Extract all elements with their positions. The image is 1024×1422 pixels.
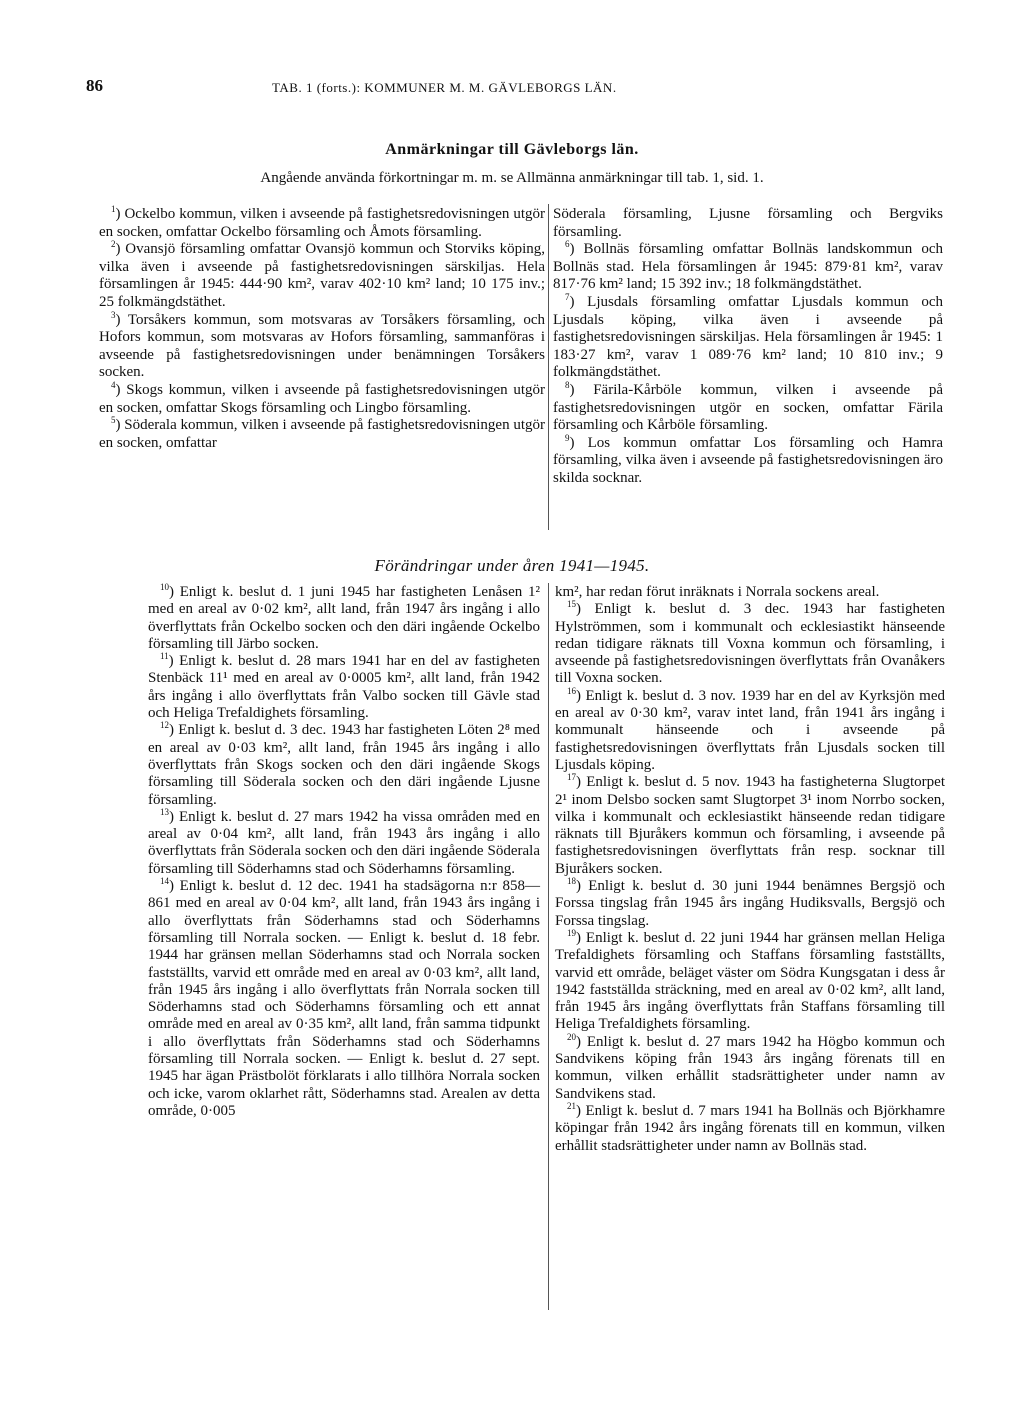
note-text: ) Ljusdals församling omfattar Ljusdals kommun och Ljusdals köping, vilka även i avseende på fastighetsredovisningen särskiljas. Hela församlingen år 1945: 1 183·27 km², varav 1 089·76 km² land; 10 810 inv.; 9 folkmängdstäthet. [553,293,943,381]
note-marker: 18 [567,876,576,887]
change-14-continued [555,584,945,601]
note-marker: 21 [567,1100,576,1111]
note-text: ) Färila-Kårböle kommun, vilken i avseende på fastighetsredovisningen utgör en socken, omfattar Färila församling och Kårböle församling. [553,381,943,434]
note-text: ) Enligt k. beslut d. 7 mars 1941 ha Bollnäs och Björkhamre köpingar från 1942 års ingång förenats till en kommun, vilken erhållit stadsrättigheter under namn av Bollnäs stad. [555,1102,945,1154]
note-text: Söderala församling, Ljusne församling och Bergviks församling. [553,206,943,240]
note-text: ) Enligt k. beslut d. 3 nov. 1939 har en del av Kyrksjön med en areal av 0·30 km², varav intet land, från 1941 års ingång i kommunalt hänseende och i avseende på fastighetsredovisningen överflyttats från Ljusdals socken till Ljusdals köping. [555,687,945,773]
note-marker: 19 [567,927,576,938]
column-divider-bottom [548,583,549,1310]
note-text: ) Bollnäs församling omfattar Bollnäs landskommun och Bollnäs stad. Hela församlingen år 1945: 879·81 km², varav 817·76 km² land; 15 392 inv.; 18 folkmängdstäthet. [553,241,943,293]
note-marker: 15 [567,599,576,610]
note-marker: 5 [111,415,116,426]
change-11 [148,653,540,722]
note-6 [553,241,943,294]
note-marker: 7 [565,291,570,302]
note-4 [99,379,545,417]
notes-left-column [99,206,545,452]
note-9 [553,432,943,488]
note-text: ) Enligt k. beslut d. 28 mars 1941 har en del av fastigheten Stenbäck 11¹ med en areal av 0·0005 km², allt land, från 1942 års ingång i allo överflyttats från Valbo socken till Gävle stad och Heliga Trefaldighets församling. [148,653,540,722]
change-13 [148,806,540,878]
running-head: TAB. 1 (forts.): KOMMUNER M. M. GÄVLEBORGS LÄN. [272,80,617,95]
note-text: ) Enligt k. beslut d. 1 juni 1945 har fastigheten Lenåsen 1² med en areal av 0·02 km², allt land, från 1947 års ingång i allo överflyttats från Ockelbo socken och den däri ingående Ockelbo församling till Järbo socken. [148,584,540,652]
note-text: ) Enligt k. beslut d. 27 mars 1942 ha Högbo kommun och Sandvikens köping från 1943 års ingång förenats till en kommun, vilken erhållit stadsrättigheter under namn av Sandvikens stad. [555,1033,945,1102]
notes-subtitle: Angående använda förkortningar m. m. se Allmänna anmärkningar till tab. 1, sid. 1. [260,170,764,186]
column-divider-top [548,204,549,530]
change-18 [555,878,945,930]
changes-heading: Förändringar under åren 1941—1945. [374,556,650,575]
note-text: ) Enligt k. beslut d. 3 dec. 1943 har fastigheten Löten 2⁸ med en areal av 0·03 km², allt land, från 1945 års ingång i allo överflyttats från Skogs socken och den däri ingående Skogs församling till Söderala socken och den däri ingående Ljusne församling. [148,722,540,808]
change-19 [555,927,945,1034]
note-7 [553,291,943,382]
change-17 [555,774,945,878]
note-text: ) Torsåkers kommun, som motsvaras av Torsåkers församling, och Hofors kommun, som motsvaras av Hofors församling, sammanföras i avseende på fastighetsredovisningen under benämningen Torsåkers socken. [99,311,545,381]
note-marker: 17 [567,772,576,783]
note-text: ) Enligt k. beslut d. 5 nov. 1943 ha fastigheterna Slugtorpet 2¹ inom Delsbo socken samt Slugtorpet 3¹ inom Norrbo socken, vilka i kommunalt och ecklesiastikt hänseende redan tidigare räknats till Bjuråkers kommun och församling, i avseende på fastighetsredovisningen överflyttats från resp. socknar till Bjuråkers socken. [555,774,945,877]
note-marker: 4 [111,379,116,390]
note-text: km², har redan förut inräknats i Norrala sockens areal. [555,584,880,600]
change-21 [555,1100,945,1155]
note-5 [99,417,545,452]
note-3 [99,309,545,382]
note-marker: 3 [111,309,116,320]
note-text: ) Enligt k. beslut d. 30 juni 1944 benämnes Bergsjö och Forssa tingslag från 1945 års ingång Hudiksvalls, Bergsjö och Forssa tingslag. [555,878,945,929]
note-marker: 1 [111,204,116,214]
change-15 [555,601,945,687]
change-14 [148,878,540,1120]
note-text: ) Ockelbo kommun, vilken i avseende på fastighetsredovisningen utgör en socken, omfattar Ockelbo församling och Åmots församling. [99,206,545,240]
note-text: ) Söderala kommun, vilken i avseende på fastighetsredovisningen utgör en socken, omfattar [99,417,545,451]
note-marker: 16 [567,685,576,696]
notes-title: Anmärkningar till Gävleborgs län. [385,141,639,158]
page-number: 86 [86,76,103,95]
note-marker: 8 [565,379,570,390]
note-marker: 2 [111,239,116,250]
note-text: ) Ovansjö församling omfattar Ovansjö kommun och Storviks köping, vilka även i avseende på fastighetsredovisningen särskiljas. Hela församlingen år 1945: 444·90 km², varav 402·10 km² land; 10 175 inv.; 25 folkmängdstäthet. [99,241,545,310]
note-5-continued [553,206,943,241]
note-text: ) Enligt k. beslut d. 22 juni 1944 har gränsen mellan Heliga Trefaldighets församling och Staffans församling fastställts, varvid ett område, beläget väster om Södra Kungsgatan i dess år 1942 fastställda sträckning, med en areal av 0·02 km², allt land, från 1945 års ingång överflyttats från Staffans församling till Heliga Trefaldighets församling. [555,929,945,1033]
note-2 [99,241,545,311]
changes-right-column [555,584,945,1155]
change-16 [555,685,945,774]
note-text: ) Enligt k. beslut d. 12 dec. 1941 ha stadsägorna n:r 858—861 med en areal av 0·04 km², allt land, från 1943 års ingång i allo överflyttats från Söderhamns stad och Söderhamns församling till Norrala socken. — Enligt k. beslut d. 18 febr. 1944 har gränsen mellan Söderhamns stad och Norrala socken fastställts, varvid ett område med en areal av 0·03 km², allt land, från 1945 års ingång i allo överflyttats från Norrala socken till Söderhamns stad och Söderhamns församling och ett annat område med en areal av 0·35 km², allt land, från samma tidpunkt i allo överflyttats från Söderhamns stad och Söderhamns församling till Norrala socken. — Enligt k. beslut d. 27 sept. 1945 har ägan Prästbolöt förklarats i allo tillhöra Norrala socken och icke, varom oklarhet rått, Söderhamns stad. Arealen av detta område, 0·005 [148,878,540,1119]
note-marker: 20 [567,1031,576,1042]
note-marker: 10 [160,582,169,592]
note-text: ) Skogs kommun, vilken i avseende på fastighetsredovisningen utgör en socken, omfattar Skogs församling och Lingbo församling. [99,381,545,416]
change-10 [148,584,540,653]
note-1 [99,206,545,241]
change-12 [148,722,540,808]
note-marker: 12 [160,720,169,731]
note-text: ) Los kommun omfattar Los församling och Hamra församling, vilka även i avseende på fastighetsredovisningen äro skilda socknar. [553,434,943,486]
notes-right-column [553,206,943,488]
note-marker: 13 [160,806,169,817]
change-20 [555,1031,945,1103]
note-text: ) Enligt k. beslut d. 3 dec. 1943 har fastigheten Hylströmmen, som i kommunalt och ecklesiastikt hänseende redan tidigare räknats till Voxna kommun och församling, i avseende på fastighetsredovisningen överflyttats från Ovanåkers till Voxna socken. [555,601,945,687]
note-marker: 14 [160,876,169,887]
note-marker: 9 [565,432,570,443]
note-8 [553,379,943,435]
note-marker: 6 [565,239,570,250]
note-text: ) Enligt k. beslut d. 27 mars 1942 ha vissa områden med en areal av 0·04 km², allt land, från 1943 års ingång i allo överflyttats från Söderala socken och den däri ingående Söderala församling till Söderhamns stad och Söderhamns församling. [148,808,540,877]
note-marker: 11 [160,651,169,662]
changes-left-column [148,584,540,1120]
